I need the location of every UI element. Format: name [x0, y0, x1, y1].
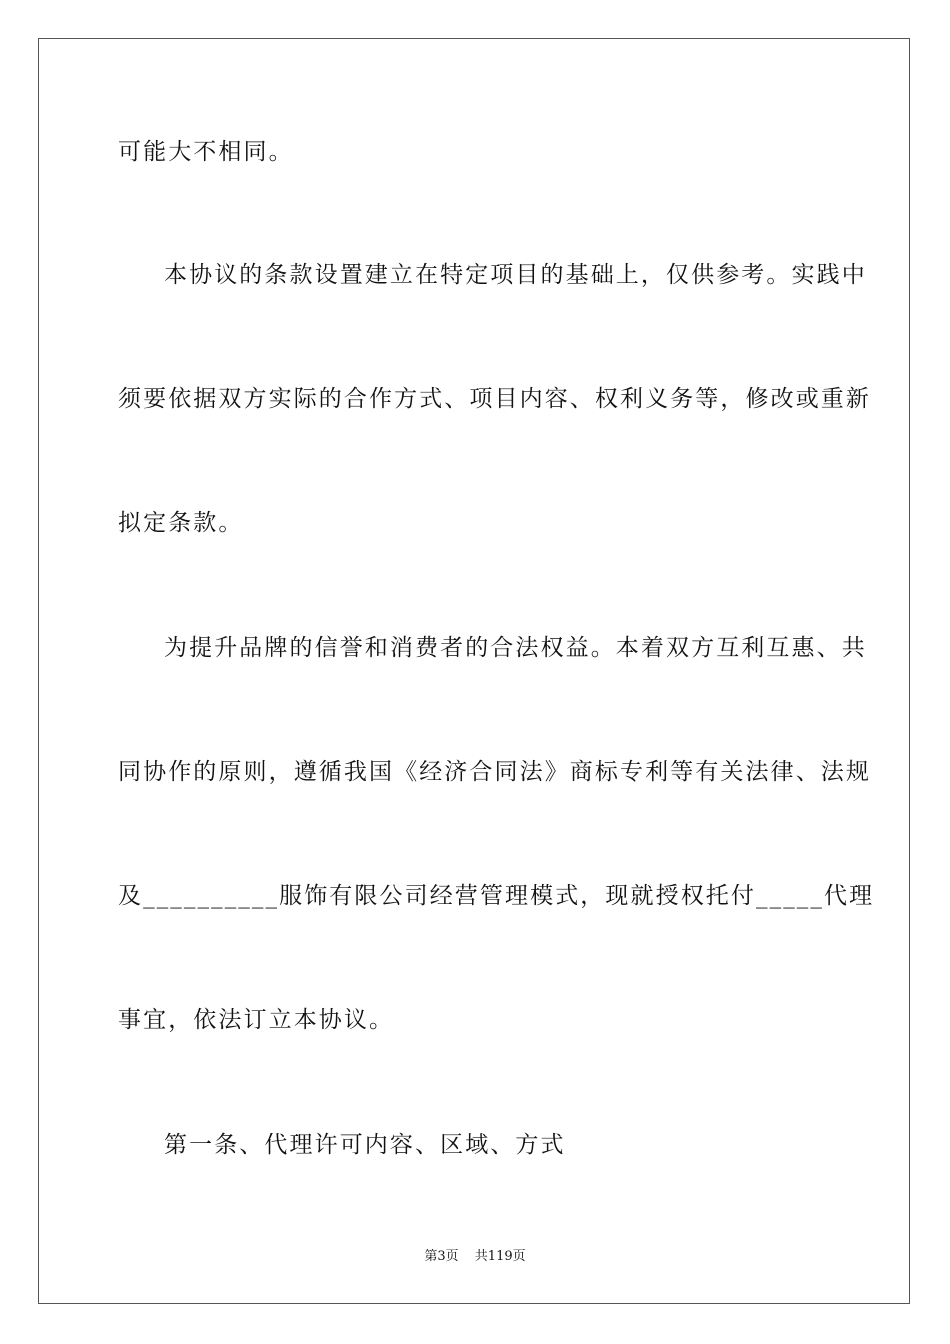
text-line-1: 可能大不相同。 [118, 139, 294, 165]
page-footer [0, 1248, 950, 1266]
section-heading: 第一条、代理许可内容、区域、方式 [164, 1132, 566, 1158]
page-border [38, 38, 910, 1304]
paragraph-line-6: 同协作的原则，遵循我国《经济合同法》商标专利等有关法律、法规 [118, 759, 871, 785]
paragraph-line-3: 须要依据双方实际的合作方式、项目内容、权利义务等，修改或重新 [118, 386, 871, 412]
paragraph-line-5: 为提升品牌的信誉和消费者的合法权益。本着双方互利互惠、共 [164, 635, 867, 661]
paragraph-line-7: 及__________服饰有限公司经营管理模式，现就授权托付_____代理 [118, 883, 875, 909]
paragraph-line-8: 事宜，依法订立本协议。 [118, 1007, 395, 1033]
page-total: 共119页 [474, 1249, 526, 1264]
page-number: 第3页 [424, 1249, 459, 1264]
paragraph-line-2: 本协议的条款设置建立在特定项目的基础上，仅供参考。实践中 [164, 262, 867, 288]
paragraph-line-4: 拟定条款。 [118, 510, 244, 536]
